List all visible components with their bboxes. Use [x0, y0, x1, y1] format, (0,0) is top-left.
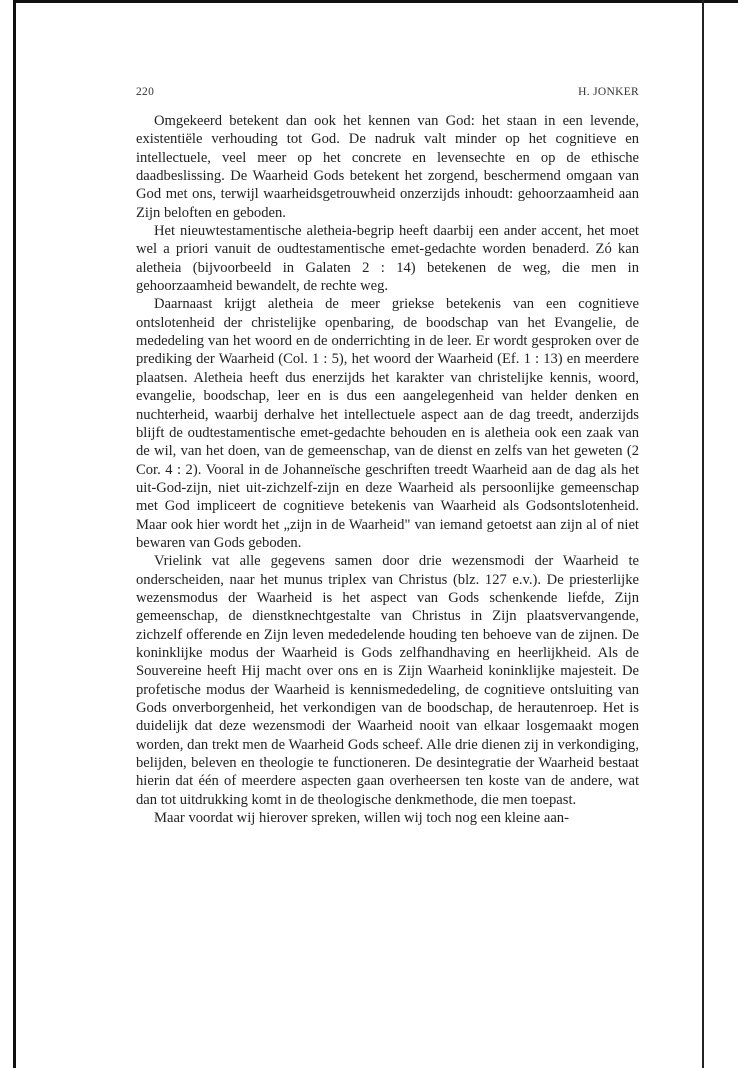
paragraph: Het nieuwtestamentische aletheia-begrip heeft daarbij een ander accent, het moet wel a priori vanuit de oudtestamentische emet-gedachte worden benaderd. Zó kan aletheia (bijvoorbeeld in Galaten 2 : 14) betekenen de weg, die men in gehoorzaamheid bewandelt, de rechte weg.: [136, 223, 639, 295]
author-name: H. JONKER: [578, 86, 639, 98]
book-page: [136, 86, 639, 827]
scan-border-left: [13, 0, 16, 1068]
paragraph: Maar voordat wij hierover spreken, willen wij toch nog een kleine aan-: [154, 810, 569, 827]
body-text: [136, 112, 639, 827]
scan-border-right: [702, 0, 704, 1068]
paragraph: Daarnaast krijgt aletheia de meer griekse betekenis van een cognitieve ontslotenheid der christelijke openbaring, de boodschap van het Evangelie, de mededeling van het woord en de onderrichting in de leer. Er wordt gesproken over de prediking der Waarheid (Col. 1 : 5), het woord der Waarheid (Ef. 1 : 13) en meerdere plaatsen. Aletheia heeft dus enerzijds het karakter van christelijke kennis, woord, evangelie, boodschap, leer en is dus een aangelegenheid van helder denken en nuchterheid, waarbij derhalve het intellectuele aspect aan de dag treedt, anderzijds blijft de oudtestamentische emet-gedachte behouden en is aletheia ook een zaak van de wil, van het doen, van de gemeenschap, van de dienst en zelfs van het geweten (2 Cor. 4 : 2). Vooral in de Johanneïsche geschriften treedt Waarheid aan de dag als het uit-God-zijn, niet uit-zichzelf-zijn en deze Waarheid als persoonlijke gemeenschap met God impliceert de cognitieve betekenis van Waarheid als Godsontslotenheid. Maar ook hier wordt het „zijn in de Waarheid" van iemand getoetst aan zijn al of niet bewaren van Gods geboden.: [136, 296, 639, 551]
scan-border-top: [13, 0, 738, 3]
paragraph: Omgekeerd betekent dan ook het kennen van God: het staan in een levende, existentiële verhouding tot God. De nadruk valt minder op het cognitieve en intellectuele, veel meer op het concrete en levensechte en op de ethische daadbeslissing. De Waarheid Gods betekent het zorgend, beschermend omgaan van God met ons, terwijl waarheidsgetrouwheid onzerzijds inhoudt: gehoorzaamheid aan Zijn beloften en geboden.: [136, 113, 639, 221]
running-header: [136, 86, 639, 98]
page-number: 220: [136, 86, 155, 98]
paragraph: Vrielink vat alle gegevens samen door drie wezensmodi der Waarheid te onderscheiden, naar het munus triplex van Christus (blz. 127 e.v.). De priesterlijke wezensmodus der Waarheid is het aspect van Gods schenkende liefde, Zijn gemeenschap, de dienstknechtgestalte van Christus in Zijn plaatsvervangende, zichzelf offerende en Zijn leven mededelende houding ten behoeve van de zijnen. De koninklijke modus der Waarheid is Gods zelfhandhaving en heerlijkheid. Als de Souvereine heeft Hij macht over ons en is Zijn Waarheid koninklijke majesteit. De profetische modus der Waarheid is kennismededeling, de cognitieve ontsluiting van Gods onverborgenheid, het verkondigen van de boodschap, de herautenroep. Het is duidelijk dat deze wezensmodi der Waarheid nooit van elkaar losgemaakt mogen worden, dan trekt men de Waarheid Gods scheef. Alle drie dienen zij in verkondiging, belijden, beleven en theologie te functioneren. De desintegratie der Waarheid bestaat hierin dat één of meerdere aspecten gaan overheersen ten koste van de andere, wat dan tot uitdrukking komt in de theologische denkmethode, die men toepast.: [136, 553, 639, 808]
